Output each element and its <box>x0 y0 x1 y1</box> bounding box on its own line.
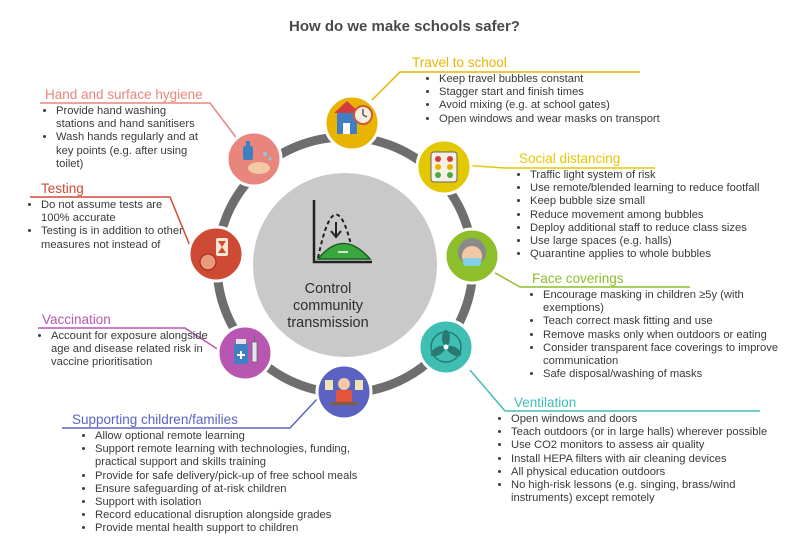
list-item: • Account for exposure alongside age and disease related risk in vaccine prioritisation <box>51 330 220 370</box>
panel-travel <box>412 55 732 126</box>
list-item: • Do not assume tests are 100% accurate <box>41 199 188 225</box>
list-item: • Wash hands regularly and at key points (e.g. after using toilet) <box>56 131 205 171</box>
list-item: • All physical education outdoors <box>511 466 800 479</box>
list-item: • Open windows and wear masks on transport <box>439 113 732 126</box>
node-supporting-icon <box>317 365 371 419</box>
list-item: • Keep travel bubbles constant <box>439 73 732 86</box>
panel-hygiene-heading: Hand and surface hygiene <box>45 87 203 102</box>
list-item: • Install HEPA filters with air cleaning devices <box>511 453 800 466</box>
diagram-title: How do we make schools safer? <box>289 18 520 35</box>
panel-testing-heading: Testing <box>41 181 84 196</box>
panel-supporting <box>72 412 372 536</box>
list-item: • Record educational disruption alongside grades <box>95 509 372 522</box>
panel-face <box>532 271 792 381</box>
list-item: • Ensure safeguarding of at-risk children <box>95 483 372 496</box>
center-label <box>268 281 388 332</box>
panel-travel-heading: Travel to school <box>412 55 507 70</box>
panel-ventilation <box>500 395 800 505</box>
list-item: • Support remote learning with technologies, funding, practical support and skills training <box>95 443 372 469</box>
list-item: • Avoid mixing (e.g. at school gates) <box>439 99 732 112</box>
node-travel-icon <box>325 96 379 150</box>
node-ventilation-icon <box>419 320 473 374</box>
list-item: • Open windows and doors <box>511 413 800 426</box>
panel-ventilation-heading: Ventilation <box>514 395 577 410</box>
node-testing-icon <box>189 227 243 281</box>
node-vaccination-icon <box>218 326 272 380</box>
panel-vaccination <box>40 312 220 370</box>
list-item: • Allow optional remote learning <box>95 430 372 443</box>
list-item: • Safe disposal/washing of masks <box>543 368 792 381</box>
list-item: • Consider transparent face coverings to improve communication <box>543 342 792 368</box>
panel-social-heading: Social distancing <box>519 151 621 166</box>
list-item: • Provide mental health support to children <box>95 522 372 535</box>
center-label-line: community <box>292 298 364 314</box>
list-item: • Keep bubble size small <box>530 195 804 208</box>
list-item: • Provide for safe delivery/pick-up of free school meals <box>95 470 372 483</box>
node-face-icon <box>445 229 499 283</box>
list-item: • Reduce movement among bubbles <box>530 209 804 222</box>
list-item: • Use remote/blended learning to reduce footfall <box>530 182 804 195</box>
list-item: • Deploy additional staff to reduce class sizes <box>530 222 804 235</box>
panel-supporting-heading: Supporting children/families <box>72 412 238 427</box>
center-label-line: Control <box>304 281 352 297</box>
list-item: • Testing is in addition to other measures not instead of <box>41 225 188 251</box>
list-item: • Teach outdoors (or in large halls) wherever possible <box>511 426 800 439</box>
list-item: • No high-risk lessons (e.g. singing, brass/wind instruments) except remotely <box>511 479 800 505</box>
list-item: • Provide hand washing stations and hand sanitisers <box>56 105 205 131</box>
list-item: • Support with isolation <box>95 496 372 509</box>
list-item: • Stagger start and finish times <box>439 86 732 99</box>
list-item: • Teach correct mask fitting and use <box>543 315 792 328</box>
panel-social <box>519 151 804 261</box>
list-item: • Use CO2 monitors to assess air quality <box>511 439 800 452</box>
list-item: • Remove masks only when outdoors or eating <box>543 329 792 342</box>
list-item: • Encourage masking in children ≥5y (with exemptions) <box>543 289 792 315</box>
list-item: • Traffic light system of risk <box>530 169 804 182</box>
panel-vaccination-heading: Vaccination <box>42 312 111 327</box>
list-item: • Quarantine applies to whole bubbles <box>530 248 804 261</box>
node-hygiene-icon <box>227 132 281 186</box>
panel-hygiene <box>45 87 205 171</box>
panel-face-heading: Face coverings <box>532 271 624 286</box>
panel-testing <box>30 181 188 252</box>
center-label-line: transmission <box>287 315 369 331</box>
node-social-icon <box>417 140 471 194</box>
list-item: • Use large spaces (e.g. halls) <box>530 235 804 248</box>
